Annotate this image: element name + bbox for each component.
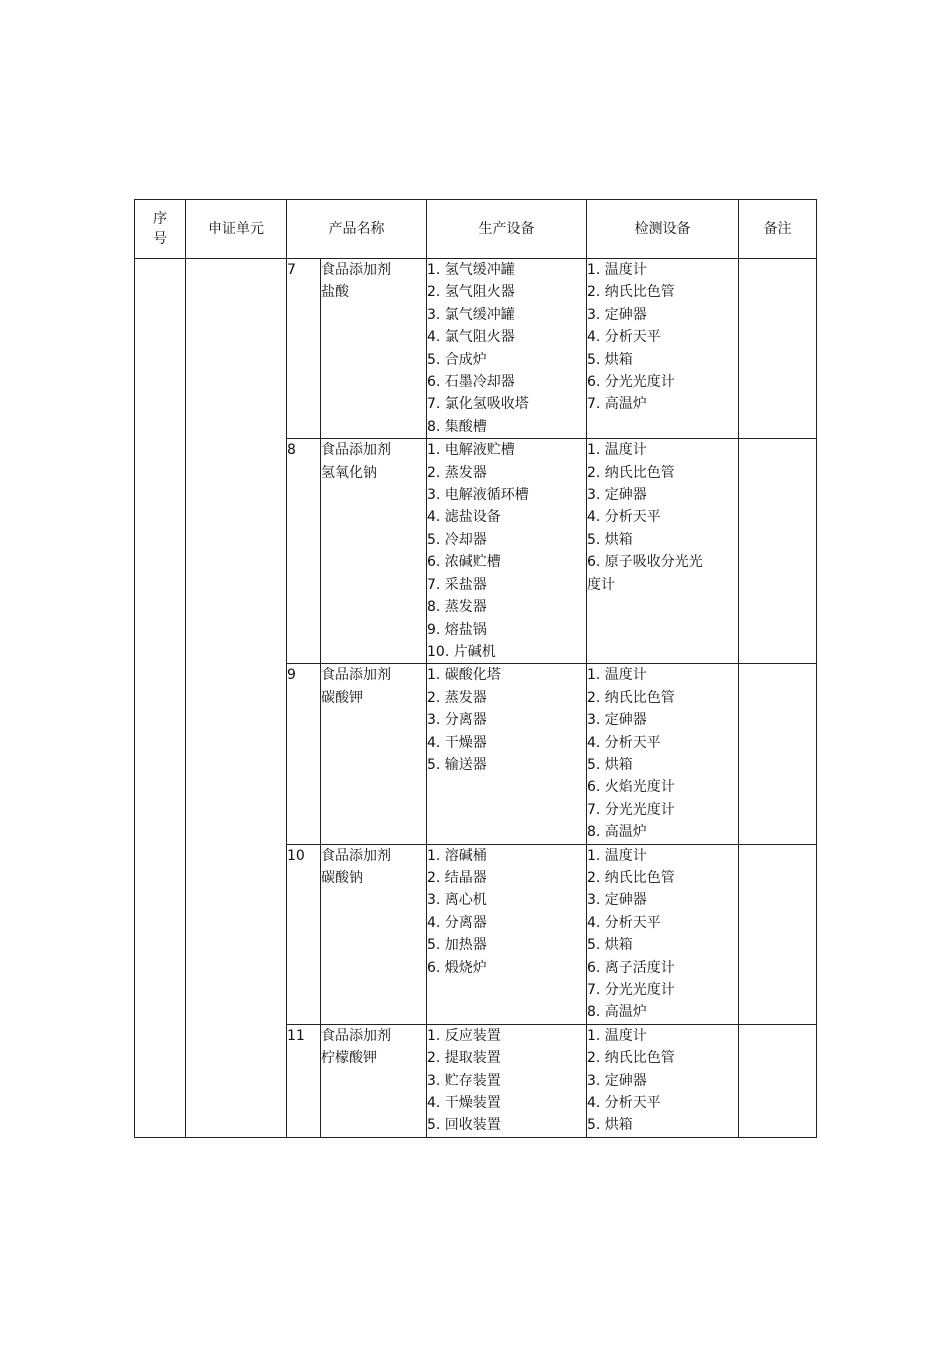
list-item: 7. 分光光度计 [587,801,675,818]
product-name [321,259,427,439]
header-testing: 检测设备 [587,200,739,259]
list-item: 3. 定砷器 [587,892,647,909]
list-item: 8. 高温炉 [587,824,647,841]
list-item: 5. 烘箱 [587,531,633,548]
row-number: 8 [287,439,321,664]
row-number: 7 [287,259,321,439]
list-item: 5. 回收装置 [427,1117,501,1134]
list-item: 4. 分析天平 [587,329,661,346]
list-item: 7. 氯化氢吸收塔 [427,396,529,413]
list-item: 1. 温度计 [587,1027,647,1044]
remark-cell [739,1024,817,1137]
list-item: 8. 蒸发器 [427,599,487,616]
list-item: 5. 烘箱 [587,937,633,954]
list-item: 3. 氯气缓冲罐 [427,306,515,323]
product-name-line1: 食品添加剂 [321,1027,391,1044]
production-list [427,844,587,1024]
list-item: 2. 纳氏比色管 [587,869,675,886]
testing-list [587,664,739,844]
header-remark: 备注 [739,200,817,259]
product-name-line1: 食品添加剂 [321,262,391,278]
list-item: 1. 反应装置 [427,1027,501,1044]
unit-cell [186,259,287,1138]
list-item: 2. 纳氏比色管 [587,464,675,481]
list-item: 3. 贮存装置 [427,1072,501,1089]
row-number: 10 [287,844,321,1024]
production-list [427,439,587,664]
list-item: 3. 离心机 [427,892,487,909]
product-name-line2: 盐酸 [321,284,349,301]
production-list [427,1024,587,1137]
list-item: 6. 石墨冷却器 [427,374,515,391]
product-name-line2: 碳酸钠 [321,869,363,886]
product-name [321,439,427,664]
list-item: 7. 分光光度计 [587,982,675,998]
list-item: 6. 火焰光度计 [587,779,675,796]
list-item: 1. 电解液贮槽 [427,442,515,459]
list-item: 4. 滤盐设备 [427,509,501,526]
list-item: 7. 高温炉 [587,396,647,413]
list-item: 6. 离子活度计 [587,959,675,976]
product-name [321,844,427,1024]
remark-cell [739,259,817,439]
list-item: 4. 分析天平 [587,1095,661,1112]
list-item: 4. 分析天平 [587,734,661,751]
list-item: 1. 温度计 [587,442,647,459]
list-item: 2. 蒸发器 [427,464,487,481]
header-product: 产品名称 [287,200,427,259]
list-item: 5. 烘箱 [587,1117,633,1134]
list-item: 4. 干燥器 [427,734,487,751]
list-item: 3. 定砷器 [587,306,647,323]
row-number: 9 [287,664,321,844]
product-name-line1: 食品添加剂 [321,667,391,684]
list-item: 3. 电解液循环槽 [427,487,529,504]
product-name [321,1024,427,1137]
product-name-line1: 食品添加剂 [321,442,391,459]
list-item: 5. 输送器 [427,756,487,773]
testing-list [587,259,739,439]
table-row [135,259,817,439]
list-item: 1. 温度计 [587,847,647,864]
equipment-table [134,199,817,1138]
list-item: 8. 集酸槽 [427,418,487,435]
list-item: 6. 原子吸收分光光 [587,554,703,571]
list-item: 2. 纳氏比色管 [587,1050,675,1067]
list-item: 4. 分离器 [427,914,487,931]
list-item: 4. 氯气阻火器 [427,329,515,346]
list-item: 2. 提取装置 [427,1050,501,1067]
list-item: 4. 分析天平 [587,914,661,931]
list-item: 1. 温度计 [587,262,647,278]
list-item: 9. 熔盐锅 [427,621,487,638]
list-item: 6. 浓碱贮槽 [427,554,501,571]
list-item: 2. 纳氏比色管 [587,284,675,301]
production-list [427,259,587,439]
list-item: 度计 [587,576,615,593]
list-item: 3. 分离器 [427,712,487,729]
list-item: 1. 碳酸化塔 [427,667,501,684]
list-item: 6. 煅烧炉 [427,959,487,976]
list-item: 5. 加热器 [427,937,487,954]
product-name-line1: 食品添加剂 [321,847,391,864]
list-item: 5. 烘箱 [587,351,633,368]
product-name-line2: 氢氧化钠 [321,464,377,481]
list-item: 3. 定砷器 [587,1072,647,1089]
remark-cell [739,664,817,844]
testing-list [587,439,739,664]
remark-cell [739,439,817,664]
header-unit: 申证单元 [186,200,287,259]
row-number: 11 [287,1024,321,1137]
seq-cell [135,259,186,1138]
list-item: 4. 干燥装置 [427,1095,501,1112]
testing-list [587,1024,739,1137]
list-item: 1. 温度计 [587,667,647,684]
product-name-line2: 柠檬酸钾 [321,1050,377,1067]
list-item: 10. 片碱机 [427,643,496,660]
product-name [321,664,427,844]
remark-cell [739,844,817,1024]
list-item: 5. 烘箱 [587,756,633,773]
header-seq-line1: 序 [153,211,167,227]
list-item: 1. 氢气缓冲罐 [427,262,515,278]
list-item: 6. 分光光度计 [587,374,675,391]
list-item: 3. 定砷器 [587,487,647,504]
list-item: 5. 合成炉 [427,351,487,368]
product-name-line2: 碳酸钾 [321,689,363,706]
list-item: 7. 采盐器 [427,576,487,593]
production-list [427,664,587,844]
list-item: 2. 蒸发器 [427,689,487,706]
header-seq-line2: 号 [153,231,167,247]
list-item: 2. 纳氏比色管 [587,689,675,706]
list-item: 8. 高温炉 [587,1004,647,1021]
list-item: 2. 氢气阻火器 [427,284,515,301]
header-row [135,200,817,259]
header-production: 生产设备 [427,200,587,259]
list-item: 1. 溶碱桶 [427,847,487,864]
list-item: 2. 结晶器 [427,869,487,886]
header-seq [135,200,186,259]
list-item: 4. 分析天平 [587,509,661,526]
testing-list [587,844,739,1024]
list-item: 5. 冷却器 [427,531,487,548]
list-item: 3. 定砷器 [587,712,647,729]
